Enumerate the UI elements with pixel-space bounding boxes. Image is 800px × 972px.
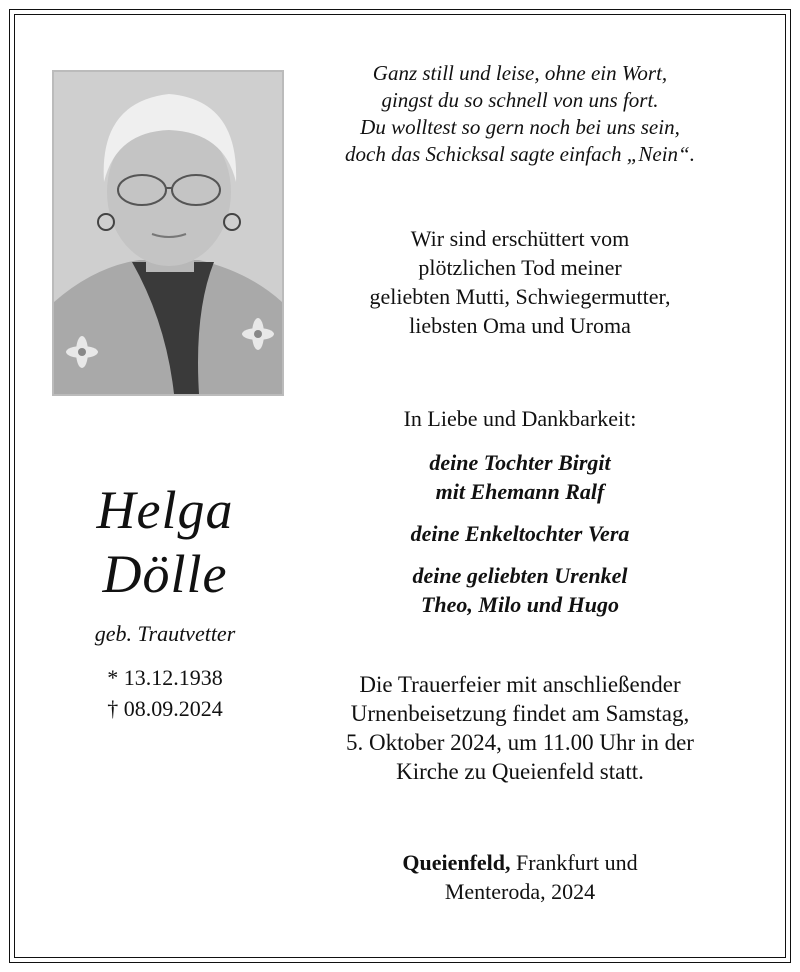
service-line: Kirche zu Queienfeld statt. xyxy=(396,759,644,784)
mourners-list xyxy=(290,448,750,619)
deceased-name xyxy=(40,478,290,606)
portrait-photo xyxy=(52,70,284,396)
announcement-text xyxy=(290,224,750,340)
life-dates xyxy=(40,662,290,724)
death-date: † 08.09.2024 xyxy=(107,696,223,721)
mourner-granddaughter: deine Enkeltochter Vera xyxy=(410,521,630,546)
mourner-daughter-husband: mit Ehemann Ralf xyxy=(435,479,605,504)
mourner-group-great-grandchildren xyxy=(290,561,750,619)
mourner-great-grandchildren-intro: deine geliebten Urenkel xyxy=(412,563,628,588)
announcement-line: geliebten Mutti, Schwiegermutter, xyxy=(369,284,671,309)
announcement-line: liebsten Oma und Uroma xyxy=(409,313,631,338)
signoff xyxy=(290,404,750,433)
announcement-line: Wir sind erschüttert vom xyxy=(410,226,630,251)
place-line-1 xyxy=(290,848,750,877)
service-line: Die Trauerfeier mit anschließender xyxy=(359,672,681,697)
deceased-first-name: Helga xyxy=(96,480,234,540)
maiden-name: geb. Trautvetter xyxy=(94,621,236,646)
announcement-line: plötzlichen Tod meiner xyxy=(418,255,622,280)
poem-line: Ganz still und leise, ohne ein Wort, xyxy=(372,61,668,85)
poem-line: gingst du so schnell von uns fort. xyxy=(381,88,659,112)
mourner-daughter: deine Tochter Birgit xyxy=(429,450,611,475)
mourner-group-daughter xyxy=(290,448,750,506)
poem-line: Du wolltest so gern noch bei uns sein, xyxy=(360,115,680,139)
place-line-2: Menteroda, 2024 xyxy=(444,879,596,904)
mourner-great-grandchildren-names: Theo, Milo und Hugo xyxy=(420,592,620,617)
signoff-text: In Liebe und Dankbarkeit: xyxy=(403,406,637,431)
deceased-last-name: Dölle xyxy=(102,544,228,604)
mourner-group-granddaughter xyxy=(290,519,750,548)
service-line: Urnenbeisetzung findet am Samstag, xyxy=(350,701,690,726)
poem-line: doch das Schicksal sagte einfach „Nein“. xyxy=(345,142,695,166)
birth-date: * 13.12.1938 xyxy=(107,665,223,690)
funeral-service-info xyxy=(290,670,750,786)
poem xyxy=(280,60,760,168)
service-line: 5. Oktober 2024, um 11.00 Uhr in der xyxy=(346,730,694,755)
place-rest: Frankfurt und xyxy=(510,850,638,875)
place-and-year xyxy=(290,848,750,906)
portrait-image xyxy=(54,72,282,394)
place-town-bold: Queienfeld, xyxy=(402,850,511,875)
